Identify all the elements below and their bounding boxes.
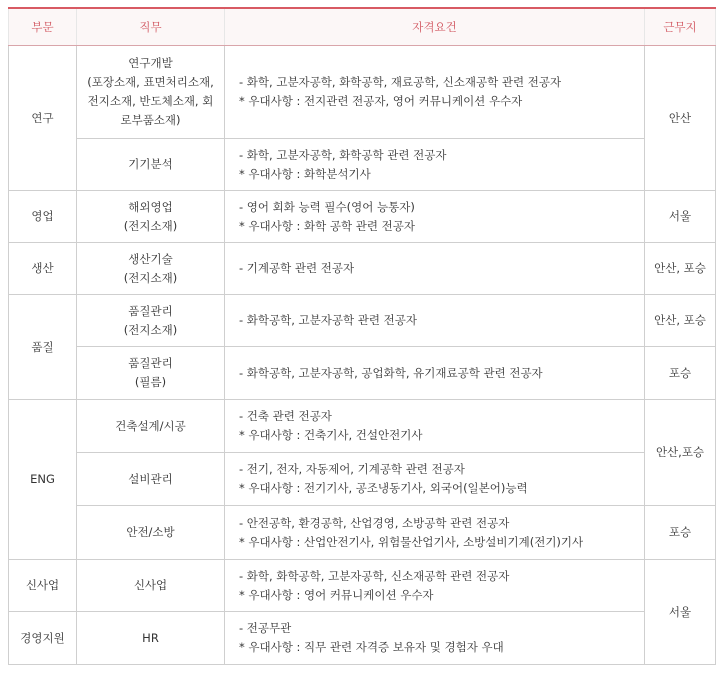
location-cell: 안산, 포승 bbox=[645, 243, 716, 295]
requirements-cell: - 화학, 고분자공학, 화학공학 관련 전공자 * 우대사항 : 화학분석기사 bbox=[225, 139, 645, 191]
table-row bbox=[9, 191, 716, 243]
dept-cell: ENG bbox=[9, 400, 77, 560]
requirements-cell: - 기계공학 관련 전공자 bbox=[225, 243, 645, 295]
table-row bbox=[9, 243, 716, 295]
job-cell: 연구개발 (포장소재, 표면처리소재, 전지소재, 반도체소재, 회 로부품소재) bbox=[77, 46, 225, 139]
requirements-cell: - 영어 회화 능력 필수(영어 능통자) * 우대사항 : 화학 공학 관련 전공자 bbox=[225, 191, 645, 243]
header-requirements: 자격요건 bbox=[225, 8, 645, 46]
header-dept: 부문 bbox=[9, 8, 77, 46]
table-row bbox=[9, 400, 716, 453]
table-row bbox=[9, 46, 716, 139]
requirements-cell: - 전기, 전자, 자동제어, 기계공학 관련 전공자 * 우대사항 : 전기기사, 공조냉동기사, 외국어(일본어)능력 bbox=[225, 453, 645, 506]
location-cell: 서울 bbox=[645, 560, 716, 665]
job-cell: 해외영업 (전지소재) bbox=[77, 191, 225, 243]
location-cell: 서울 bbox=[645, 191, 716, 243]
job-requirements-table bbox=[8, 7, 716, 665]
table-row bbox=[9, 453, 716, 506]
table-row bbox=[9, 560, 716, 612]
dept-cell: 생산 bbox=[9, 243, 77, 295]
dept-cell: 품질 bbox=[9, 295, 77, 400]
table-row bbox=[9, 347, 716, 400]
job-cell: 생산기술 (전지소재) bbox=[77, 243, 225, 295]
requirements-cell: - 화학, 고분자공학, 화학공학, 재료공학, 신소재공학 관련 전공자 * 우대사항 : 전지관련 전공자, 영어 커뮤니케이션 우수자 bbox=[225, 46, 645, 139]
table-row bbox=[9, 295, 716, 347]
header-job: 직무 bbox=[77, 8, 225, 46]
requirements-cell: - 화학, 화학공학, 고분자공학, 신소재공학 관련 전공자 * 우대사항 : 영어 커뮤니케이션 우수자 bbox=[225, 560, 645, 612]
table-row bbox=[9, 612, 716, 665]
job-cell: 건축설계/시공 bbox=[77, 400, 225, 453]
dept-cell: 신사업 bbox=[9, 560, 77, 612]
job-cell: HR bbox=[77, 612, 225, 665]
location-cell: 안산 bbox=[645, 46, 716, 191]
dept-cell: 경영지원 bbox=[9, 612, 77, 665]
job-cell: 품질관리 (전지소재) bbox=[77, 295, 225, 347]
dept-cell: 연구 bbox=[9, 46, 77, 191]
job-cell: 품질관리 (필름) bbox=[77, 347, 225, 400]
job-cell: 신사업 bbox=[77, 560, 225, 612]
location-cell: 안산, 포승 bbox=[645, 295, 716, 347]
job-cell: 설비관리 bbox=[77, 453, 225, 506]
job-cell: 안전/소방 bbox=[77, 506, 225, 560]
location-cell: 포승 bbox=[645, 506, 716, 560]
table-row bbox=[9, 506, 716, 560]
header-location: 근무지 bbox=[645, 8, 716, 46]
dept-cell: 영업 bbox=[9, 191, 77, 243]
requirements-cell: - 안전공학, 환경공학, 산업경영, 소방공학 관련 전공자 * 우대사항 : 산업안전기사, 위험물산업기사, 소방설비기계(전기)기사 bbox=[225, 506, 645, 560]
requirements-cell: - 화학공학, 고분자공학 관련 전공자 bbox=[225, 295, 645, 347]
table-row bbox=[9, 139, 716, 191]
requirements-cell: - 화학공학, 고분자공학, 공업화학, 유기재료공학 관련 전공자 bbox=[225, 347, 645, 400]
job-cell: 기기분석 bbox=[77, 139, 225, 191]
location-cell: 안산,포승 bbox=[645, 400, 716, 506]
requirements-cell: - 건축 관련 전공자 * 우대사항 : 건축기사, 건설안전기사 bbox=[225, 400, 645, 453]
location-cell: 포승 bbox=[645, 347, 716, 400]
requirements-cell: - 전공무관 * 우대사항 : 직무 관련 자격증 보유자 및 경험자 우대 bbox=[225, 612, 645, 665]
table-header-row bbox=[9, 8, 716, 46]
